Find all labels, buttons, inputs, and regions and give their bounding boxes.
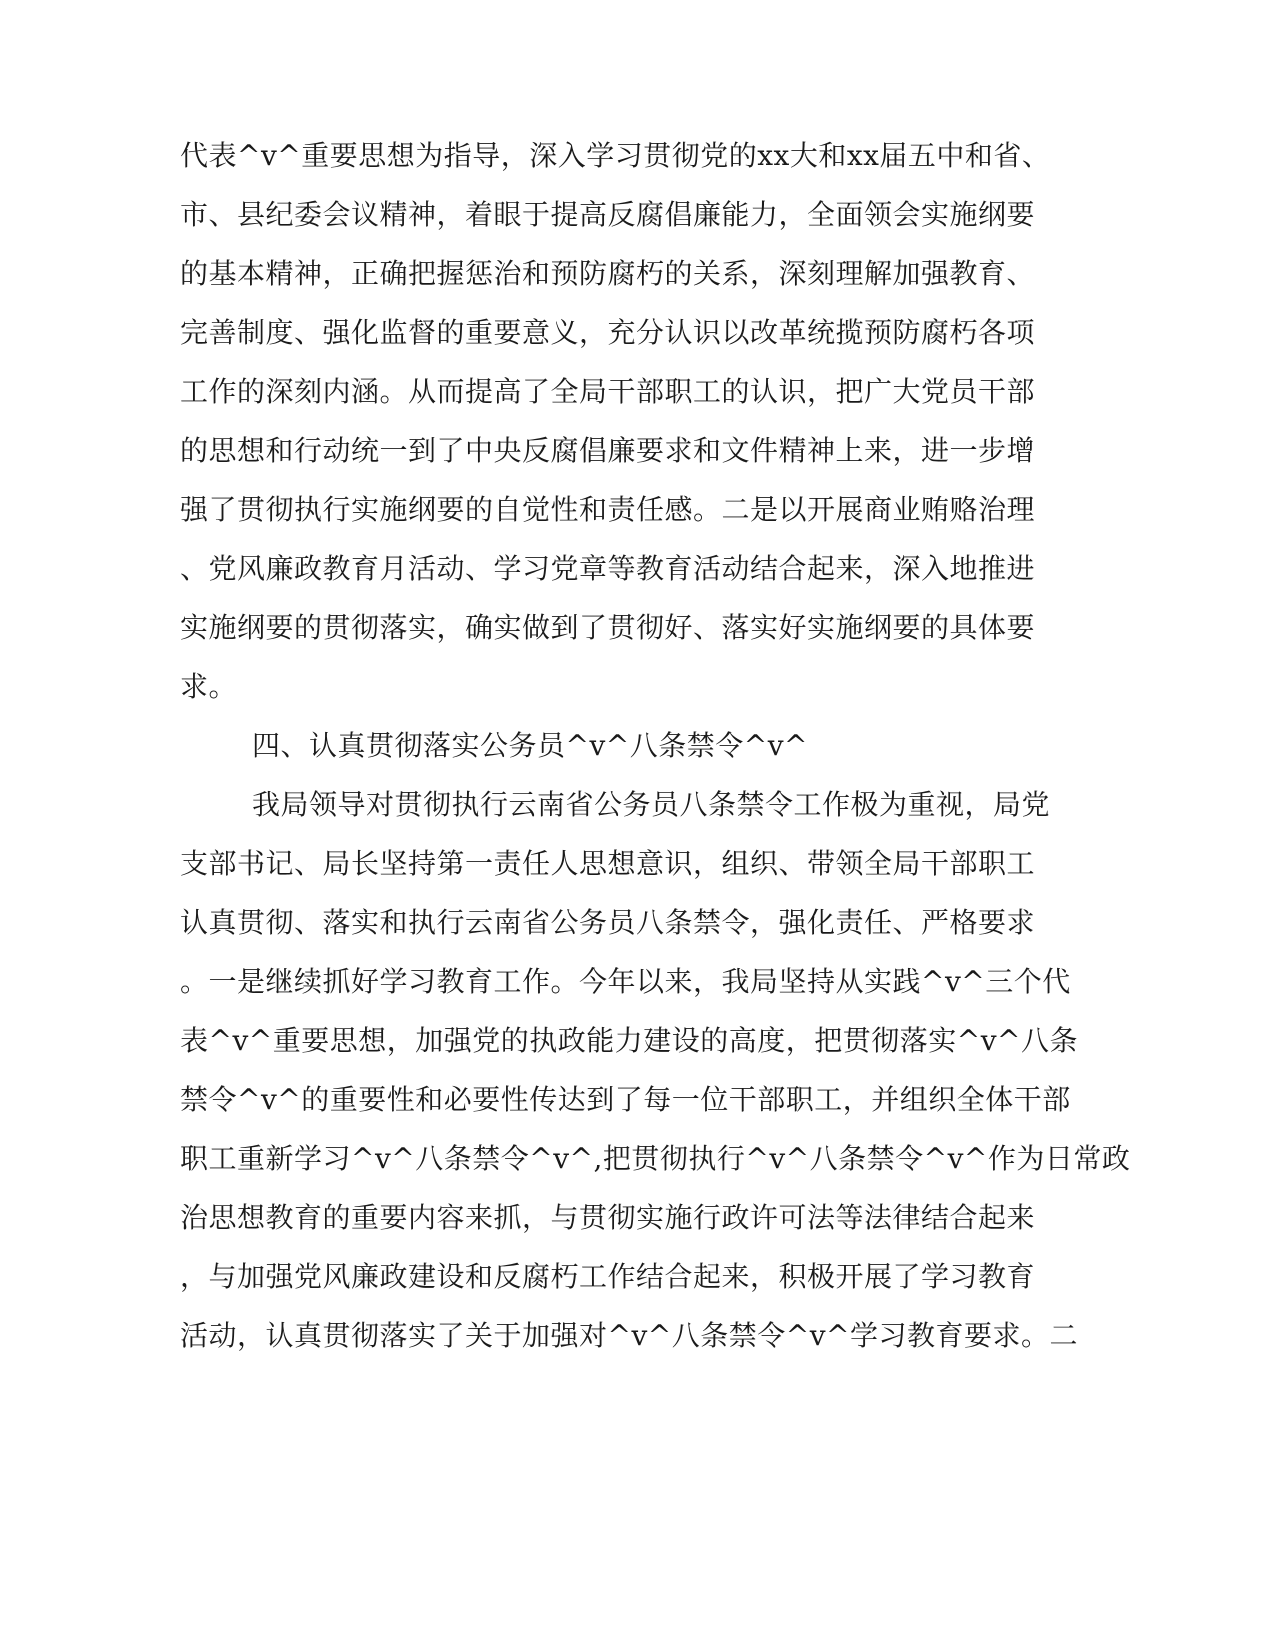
text-line: 、党风廉政教育月活动、学习党章等教育活动结合起来，深入地推进 bbox=[180, 552, 1036, 585]
text-line: 求。 bbox=[180, 670, 238, 703]
text-line: 的基本精神，正确把握惩治和预防腐朽的关系，深刻理解加强教育、 bbox=[180, 257, 1036, 290]
text-line: ，与加强党风廉政建设和反腐朽工作结合起来，积极开展了学习教育 bbox=[180, 1260, 1036, 1293]
text-line: 职工重新学习^v^八条禁令^v^,把贯彻执行^v^八条禁令^v^作为日常政 bbox=[180, 1142, 1131, 1175]
text-line: 禁令^v^的重要性和必要性传达到了每一位干部职工，并组织全体干部 bbox=[180, 1083, 1071, 1116]
section-heading: 四、认真贯彻落实公务员^v^八条禁令^v^ bbox=[252, 729, 808, 762]
text-line: 我局领导对贯彻执行云南省公务员八条禁令工作极为重视，局党 bbox=[252, 788, 1051, 821]
text-line: 表^v^重要思想，加强党的执政能力建设的高度，把贯彻落实^v^八条 bbox=[180, 1024, 1078, 1057]
text-line: 市、县纪委会议精神，着眼于提高反腐倡廉能力，全面领会实施纲要 bbox=[180, 198, 1036, 231]
text-line: 代表^v^重要思想为指导，深入学习贯彻党的xx大和xx届五中和省、 bbox=[180, 139, 1051, 172]
text-line: 完善制度、强化监督的重要意义，充分认识以改革统揽预防腐朽各项 bbox=[180, 316, 1036, 349]
text-line: 强了贯彻执行实施纲要的自觉性和责任感。二是以开展商业贿赂治理 bbox=[180, 493, 1036, 526]
text-line: 支部书记、局长坚持第一责任人思想意识，组织、带领全局干部职工 bbox=[180, 847, 1036, 880]
text-line: 认真贯彻、落实和执行云南省公务员八条禁令，强化责任、严格要求 bbox=[180, 906, 1036, 939]
text-line: 的思想和行动统一到了中央反腐倡廉要求和文件精神上来，进一步增 bbox=[180, 434, 1036, 467]
text-line: 工作的深刻内涵。从而提高了全局干部职工的认识，把广大党员干部 bbox=[180, 375, 1036, 408]
text-line: 活动，认真贯彻落实了关于加强对^v^八条禁令^v^学习教育要求。二 bbox=[180, 1319, 1078, 1352]
text-line: 。一是继续抓好学习教育工作。今年以来，我局坚持从实践^v^三个代 bbox=[180, 965, 1071, 998]
text-line: 治思想教育的重要内容来抓，与贯彻实施行政许可法等法律结合起来 bbox=[180, 1201, 1036, 1234]
text-line: 实施纲要的贯彻落实，确实做到了贯彻好、落实好实施纲要的具体要 bbox=[180, 611, 1036, 644]
